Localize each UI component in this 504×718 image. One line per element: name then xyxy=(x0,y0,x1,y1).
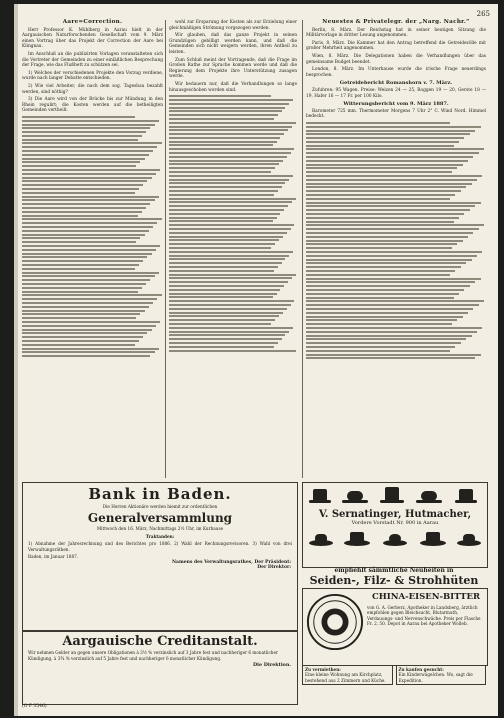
text-line xyxy=(169,281,288,283)
column-rule xyxy=(165,20,166,478)
text-line xyxy=(22,116,135,118)
text-line xyxy=(306,198,450,200)
text-line xyxy=(22,241,136,243)
text-line xyxy=(169,118,274,120)
text-line xyxy=(306,221,454,223)
text-line xyxy=(306,137,464,139)
article-paragraph: 3) Die Aare wird von der Brücke bis zur Mündung in den Rhein regulirt; die Kosten werden auf die betheiligten Gemeinden vertheilt. xyxy=(22,97,163,114)
text-line xyxy=(22,127,150,129)
text-line xyxy=(22,249,156,251)
text-line xyxy=(22,260,143,262)
text-line xyxy=(306,217,459,219)
text-line xyxy=(22,192,135,194)
text-line xyxy=(169,224,294,226)
text-line xyxy=(22,188,139,190)
article-paragraph: Paris, 8. März. Die Kammer hat den Antrag betreffend die Getreidezölle mit großer Mehrheit angenommen. xyxy=(306,40,486,52)
text-line xyxy=(306,130,475,132)
text-line xyxy=(306,293,459,295)
text-line xyxy=(306,346,455,348)
text-block xyxy=(22,116,163,357)
text-line xyxy=(306,297,454,299)
text-line xyxy=(22,177,152,179)
text-line xyxy=(306,183,472,185)
text-line xyxy=(22,306,149,308)
hat-maker-name: V. Sernatinger, Hutmacher, xyxy=(318,509,472,520)
text-line xyxy=(306,243,457,245)
text-line xyxy=(22,124,155,126)
article-paragraph: Herr Professor K. Mühlberg in Aarau hielt in der Aargauischen Naturforschenden Gesellschaft vom 9. März einen Vortrag über das Projekt der Correction der Aare bei Klingnau. xyxy=(22,27,163,50)
left-heading: Aare=Correction. xyxy=(62,19,123,25)
text-line xyxy=(22,222,157,224)
text-line xyxy=(169,175,293,177)
china-text: von G. A. Gerberz, Apotheker in Landsberg, ärztlich empfohlen gegen Bleichsucht, Blutarmuth, Verdauungs- und Nervenschwäche. Preis per Flasche Fr. 2. 50. Depot in Aarau bei Apotheker Wolleb. xyxy=(367,605,481,627)
text-line xyxy=(22,158,145,160)
text-line xyxy=(169,99,293,101)
article-paragraph: Im Anschluß an die publizirten Vorlagen veranstalteten sich die Vertreter der Gemeinden zu einer einläßlichen Besprechung der Frage, wie das Flußbett zu schützen sei. xyxy=(22,51,163,69)
text-line xyxy=(22,161,140,163)
page-number: 265 xyxy=(476,10,490,18)
text-line xyxy=(169,213,280,215)
text-line xyxy=(22,351,155,353)
text-line xyxy=(169,247,271,249)
text-line xyxy=(169,319,275,321)
wanted-ad xyxy=(396,665,487,685)
newspaper-page xyxy=(14,4,498,716)
market-heading: Getreidebericht Romanshorn v. 7. März. xyxy=(339,80,453,87)
text-line xyxy=(169,346,274,348)
text-line xyxy=(169,133,284,135)
hat-illustration-icon xyxy=(307,528,483,550)
text-line xyxy=(306,262,466,264)
rent-title: Zu vermiethen: xyxy=(305,667,341,672)
hat-maker-address: Vordere Vorstadt Nr. 900 in Aarau xyxy=(351,520,439,526)
wanted-title: Zu kaufen gesucht: xyxy=(398,667,444,672)
text-line xyxy=(22,120,159,122)
text-line xyxy=(22,180,147,182)
text-line xyxy=(169,137,280,139)
text-line xyxy=(22,230,149,232)
text-line xyxy=(22,165,136,167)
text-line xyxy=(169,239,279,241)
text-line xyxy=(22,321,160,323)
text-line xyxy=(306,228,479,230)
text-line xyxy=(22,169,160,171)
text-line xyxy=(306,251,482,253)
text-line xyxy=(306,205,475,207)
text-line xyxy=(169,270,274,272)
text-line xyxy=(22,139,138,141)
text-line xyxy=(22,302,153,304)
text-line xyxy=(306,342,461,344)
text-line xyxy=(22,245,160,247)
text-line xyxy=(169,327,293,329)
text-line xyxy=(169,323,271,325)
middle-column xyxy=(169,20,297,353)
text-line xyxy=(169,167,275,169)
text-line xyxy=(306,357,475,359)
text-line xyxy=(306,350,450,352)
text-line xyxy=(169,152,291,154)
text-line xyxy=(306,240,463,242)
text-line xyxy=(22,336,143,338)
hat-row xyxy=(303,485,487,507)
text-line xyxy=(169,110,282,112)
text-line xyxy=(306,171,452,173)
text-line xyxy=(306,133,470,135)
text-line xyxy=(169,144,273,146)
credit-advertisement xyxy=(22,631,298,705)
text-line xyxy=(169,232,287,234)
text-line xyxy=(169,179,289,181)
text-line xyxy=(306,335,472,337)
text-line xyxy=(169,209,284,211)
weather-text: Barometer 725 mm. Thermometer Morgens 7 Uhr 2° C. Wind Nord. Himmel bedeckt. xyxy=(306,108,486,120)
text-line xyxy=(22,234,145,236)
text-line xyxy=(169,258,285,260)
text-line xyxy=(306,126,481,128)
right-heading: Neuestes & Privatelegr. der „Narg. Nachr.“ xyxy=(322,19,470,25)
text-line xyxy=(306,308,473,310)
text-line xyxy=(22,211,142,213)
bank-advertisement xyxy=(22,482,298,631)
text-line xyxy=(22,196,159,198)
text-line xyxy=(169,300,294,302)
text-line xyxy=(169,103,289,105)
text-line xyxy=(306,354,481,356)
text-line xyxy=(306,122,450,124)
text-line xyxy=(22,291,138,293)
text-line xyxy=(22,142,162,144)
text-line xyxy=(306,285,470,287)
text-line xyxy=(22,355,150,357)
text-line xyxy=(22,199,155,201)
text-line xyxy=(22,131,146,133)
text-line xyxy=(306,270,455,272)
china-bitter-advertisement xyxy=(302,588,488,666)
bank-sign-role: Namens des Verwaltungsrathes, Der Präsident: xyxy=(171,560,291,566)
text-line xyxy=(22,279,150,281)
rent-ad xyxy=(302,665,393,685)
text-line xyxy=(306,164,463,166)
text-line xyxy=(22,317,136,319)
bank-sign-name: Der Direktor: xyxy=(257,565,291,571)
ad-code: (O F 3546) xyxy=(22,704,47,709)
text-line xyxy=(22,207,146,209)
small-ads xyxy=(302,665,486,685)
text-block xyxy=(169,95,297,351)
agenda-text: 1) Abnahme der Jahresrechnung und des Berichtes pro 1886. 2) Wahl der Rechnungsrevisoren. 3) Wahl von drei Verwaltungsräthen. xyxy=(28,541,292,552)
text-line xyxy=(169,350,296,352)
text-line xyxy=(22,344,135,346)
text-line xyxy=(169,194,274,196)
text-line xyxy=(22,184,143,186)
text-line xyxy=(169,107,285,109)
text-line xyxy=(306,167,457,169)
column-rule xyxy=(302,20,303,478)
text-line xyxy=(169,163,279,165)
rent-text: Eine kleine Wohnung am Kirchplatz, bestehend aus 2 Zimmern und Küche. xyxy=(305,672,386,683)
text-line xyxy=(306,186,466,188)
text-line xyxy=(306,209,470,211)
text-line xyxy=(306,213,464,215)
text-line xyxy=(22,253,152,255)
text-line xyxy=(169,171,271,173)
text-line xyxy=(169,262,282,264)
bank-subtitle: Die Herren Aktionäre werden hiemit zur ordentlichen xyxy=(102,504,218,509)
article-paragraph: 2) Wie viel Arbeiter, die nach dem sog. Tagesbau bezahlt werden, sind nöthig? xyxy=(22,83,163,95)
text-line xyxy=(169,251,293,253)
text-line xyxy=(22,275,155,277)
text-line xyxy=(306,274,450,276)
text-line xyxy=(22,325,156,327)
article-paragraph: Zum Schluß meint der Vortragende, daß die Frage im Großen Rathe zur Sprache kommen werde und daß die Regierung dem Projekte ihre Unterstützung zusagen werde. xyxy=(169,57,297,80)
bank-date: Mittwoch den 16. März, Nachmittags 2½ Uhr, im Kurhause xyxy=(96,526,224,532)
text-line xyxy=(22,146,157,148)
article-paragraph: Berlin, 8. März. Der Reichstag hat in seiner heutigen Sitzung die Militärvorlage in dritter Lesung angenommen. xyxy=(306,27,486,39)
text-line xyxy=(22,340,139,342)
text-line xyxy=(306,152,479,154)
text-line xyxy=(306,202,481,204)
china-title: CHINA-EISEN-BITTER xyxy=(371,592,481,602)
text-line xyxy=(169,160,283,162)
text-line xyxy=(306,247,452,249)
text-line xyxy=(306,300,484,302)
article-paragraph: Wir bedauern nur, daß die Verhandlungen so lange hinausgeschoben worden sind. xyxy=(169,81,297,93)
text-line xyxy=(169,334,285,336)
agenda-heading: Traktanden: xyxy=(145,533,175,539)
right-column xyxy=(306,20,486,361)
text-line xyxy=(22,264,139,266)
text-line xyxy=(169,312,283,314)
text-line xyxy=(22,283,146,285)
silk-title: Seiden-, Filz- & Strohhüten xyxy=(309,574,479,587)
text-line xyxy=(306,289,464,291)
text-line xyxy=(306,266,461,268)
text-line xyxy=(169,342,278,344)
text-line xyxy=(306,190,461,192)
text-line xyxy=(169,308,287,310)
hat-advertisement xyxy=(302,482,488,568)
text-line xyxy=(306,145,454,147)
text-line xyxy=(169,148,294,150)
text-line xyxy=(306,194,455,196)
text-line xyxy=(169,126,292,128)
text-line xyxy=(306,255,477,257)
article-paragraph: 1) Welches der verschiedenen Projekte den Vorzug verdiene, wurde nach langer Debatte entschieden. xyxy=(22,70,163,82)
text-line xyxy=(169,315,279,317)
text-line xyxy=(306,156,473,158)
text-line xyxy=(306,323,452,325)
silk-hats-ad xyxy=(302,567,486,587)
text-line xyxy=(22,332,147,334)
credit-text: Wir nehmen Gelder an gegen unsere Obligationen à 3½ % verzinslich auf 3 Jahre fest und nachheriger 6 monatlicher Kündigung, à 3¾ % verzinslich auf 5 Jahre fest und nachheriger 6 monatlicher Kündigung. xyxy=(28,650,278,661)
text-line xyxy=(169,114,278,116)
text-line xyxy=(306,148,484,150)
text-line xyxy=(306,319,457,321)
hat-illustration-icon xyxy=(307,485,483,507)
text-line xyxy=(306,312,468,314)
text-line xyxy=(306,160,468,162)
credit-title: Aargauische Creditanstalt. xyxy=(62,634,258,649)
text-line xyxy=(22,313,140,315)
text-line xyxy=(22,226,153,228)
text-line xyxy=(169,304,291,306)
text-line xyxy=(22,203,150,205)
text-line xyxy=(169,274,296,276)
text-line xyxy=(22,256,147,258)
article-paragraph: Wien, 8. März. Die Delegationen haben die Verhandlungen über das gemeinsame Budget beendet. xyxy=(306,53,486,65)
text-line xyxy=(306,179,477,181)
medal-seal-icon xyxy=(306,593,364,651)
text-line xyxy=(306,327,482,329)
hat-row xyxy=(303,528,487,550)
left-column xyxy=(22,20,163,359)
text-line xyxy=(22,329,152,331)
text-line xyxy=(306,304,479,306)
text-line xyxy=(22,173,156,175)
article-paragraph: Wir glauben, daß das ganze Projekt in seinen Grundzügen gebilligt werden kann, und daß die Gemeinden sich nicht weigern werden, ihren Antheil zu leisten. xyxy=(169,33,297,55)
text-line xyxy=(169,289,280,291)
text-line xyxy=(169,277,292,279)
text-line xyxy=(169,236,283,238)
text-line xyxy=(169,201,292,203)
text-line xyxy=(306,141,459,143)
text-line xyxy=(169,293,277,295)
wanted-text: Ein Kinderwägelchen. Wo, sagt die Expedition. xyxy=(398,672,473,683)
text-line xyxy=(22,218,162,220)
text-line xyxy=(22,348,159,350)
text-block xyxy=(306,122,486,359)
text-line xyxy=(169,129,288,131)
text-line xyxy=(169,296,273,298)
text-line xyxy=(22,294,162,296)
text-line xyxy=(22,287,142,289)
bank-assembly-title: Generalversammlung xyxy=(87,511,233,526)
text-line xyxy=(306,316,463,318)
text-line xyxy=(169,285,284,287)
text-line xyxy=(22,237,140,239)
bank-place: Baden, im Januar 1887. xyxy=(28,554,79,560)
text-line xyxy=(22,150,153,152)
text-line xyxy=(169,243,275,245)
text-line xyxy=(22,268,135,270)
page-spine xyxy=(14,4,18,716)
silk-subtitle: empfiehlt sämmtliche Neuheiten in xyxy=(334,567,454,574)
text-line xyxy=(169,228,291,230)
text-line xyxy=(306,232,473,234)
bank-title: Bank in Baden. xyxy=(88,485,232,503)
text-line xyxy=(22,298,157,300)
credit-sign: Die Direktion. xyxy=(253,662,291,669)
text-line xyxy=(169,141,277,143)
text-line xyxy=(169,266,278,268)
text-line xyxy=(169,122,296,124)
text-line xyxy=(169,95,271,97)
weather-heading: Witterungsbericht vom 9. März 1887. xyxy=(343,101,449,108)
text-line xyxy=(306,331,477,333)
text-line xyxy=(306,338,466,340)
text-line xyxy=(306,224,484,226)
text-line xyxy=(306,278,481,280)
text-line xyxy=(22,154,149,156)
text-line xyxy=(169,255,289,257)
text-line xyxy=(169,186,282,188)
text-line xyxy=(169,331,289,333)
text-line xyxy=(169,182,285,184)
text-line xyxy=(22,215,138,217)
text-line xyxy=(22,272,159,274)
text-line xyxy=(22,135,142,137)
text-line xyxy=(22,310,145,312)
text-line xyxy=(306,175,482,177)
text-line xyxy=(169,190,278,192)
text-line xyxy=(306,281,475,283)
text-line xyxy=(169,198,296,200)
text-line xyxy=(306,236,468,238)
text-line xyxy=(306,259,472,261)
article-paragraph: London, 8. März. Im Unterhause wurde die irische Frage neuerdings besprochen. xyxy=(306,67,486,78)
text-line xyxy=(169,217,277,219)
text-line xyxy=(169,205,288,207)
text-line xyxy=(169,220,273,222)
text-line xyxy=(169,156,287,158)
text-line xyxy=(169,338,282,340)
market-text: Zufuhren: 95 Wagen. Preise: Weizen 24 — 25, Roggen 19 — 20, Gerste 18 — 19, Hafer 16 — 17 Fr. per 100 Kilo. xyxy=(306,87,486,99)
article-paragraph: wohl zur Ersparung der Kosten als zur Erzielung einer gleichmäßigen Strömung vorgezogen werden. xyxy=(169,20,297,31)
